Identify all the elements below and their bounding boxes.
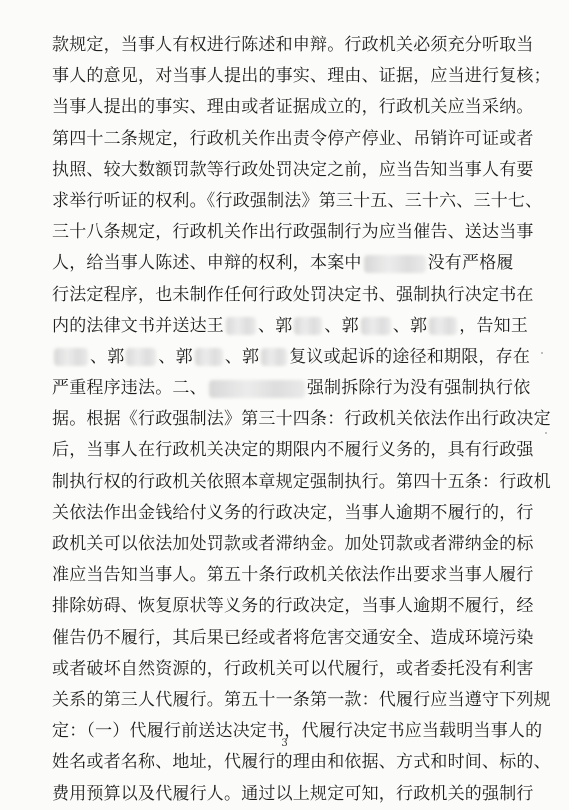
redacted-name [261,348,287,366]
text-line [52,623,532,654]
text-segment: 事人的意见，对当事人提出的事实、理由、证据，应当进行复核； [52,66,551,87]
text-segment: 定：（一）代履行前送达决定书，代履行决定书应当载明当事人的 [52,721,543,742]
text-line [52,591,532,622]
text-line [52,654,532,685]
redacted-name [126,348,156,366]
text-line [52,186,543,217]
text-segment: 人，给当事人陈述、申辩的权利，本案中 [52,253,362,274]
body-text [52,30,551,810]
text-segment: 强制拆除行为没有强制执行依 [306,378,531,399]
text-segment: 、郭 [392,315,428,336]
redacted-name [364,255,426,273]
text-segment: 姓名或者名称、地址，代履行的理由和依据、方式和时间、标的、 [52,752,551,773]
page-number: 3 [281,738,288,749]
text-line [52,61,551,92]
text-segment: ，告知王 [459,315,529,336]
text-segment: 、郭 [324,315,359,336]
scan-speck [541,352,543,354]
text-segment: 求举行听证的权利。《行政强制法》第三十五、三十六、三十七、 [52,190,543,211]
text-segment: 当事人提出的事实、理由或者证据成立的，行政机关应当采纳。 [52,97,534,118]
text-segment: 后，当事人在行政机关决定的期限内不履行义务的，具有行政强 [52,440,534,461]
text-segment: 严重程序违法。二、 [52,378,207,399]
redacted-name [226,317,256,335]
text-line [52,404,551,435]
redacted-name [429,317,457,335]
text-line [52,92,532,123]
text-line [52,435,532,466]
text-segment: 或者破坏自然资源的，行政机关可以代履行，或者委托没有利害 [52,658,534,679]
text-line [52,467,551,498]
text-segment: 制执行权的行政机关依照本章规定强制执行。第四十五条：行政机 [52,471,551,492]
text-segment: 、郭 [258,315,293,336]
text-segment: 第四十二条规定，行政机关作出责令停产停业、吊销许可证或者 [52,128,534,149]
text-line [52,280,532,311]
text-line [52,342,532,373]
text-line [52,311,532,342]
text-segment: 内的法律文书并送达王 [52,315,224,336]
redacted-name [361,317,391,335]
text-segment: 排除妨碍、恢复原状等义务的行政决定，当事人逾期不履行，经 [52,596,534,617]
text-line [52,217,532,248]
text-segment: 费用预算以及代履行人。通过以上规定可知，行政机关的强制行 [52,783,534,804]
text-segment: 没有严格履 [427,253,514,274]
text-segment: 催告仍不履行，其后果已经或者将危害交通安全、造成环境污染 [52,627,534,648]
redacted-name [54,348,88,366]
text-segment: 政机关可以依法加处罚款或者滞纳金。加处罚款或者滞纳金的标 [52,534,534,554]
text-segment: 款规定，当事人有权进行陈述和申辩。行政机关必须充分听取当 [52,35,534,55]
text-segment: 执照、较大数额罚款等行政处罚决定之前，应当告知当事人有要 [52,159,534,180]
text-line [52,248,532,279]
redacted-name [195,348,223,366]
text-segment: 三十八条规定，行政机关作出行政强制行为应当催告、送达当事 [52,222,534,243]
text-line [52,373,532,404]
text-line [52,529,532,560]
text-segment: 行法定程序，也未制作任何行政处罚决定书、强制执行决定书在 [52,284,534,305]
text-line [52,685,551,716]
text-line [52,124,532,155]
text-segment: 关系的第三人代履行。第五十一条第一款：代履行应当遵守下列规 [52,689,551,710]
text-line [52,498,532,529]
redacted-name [294,317,322,335]
text-line [52,747,551,778]
text-line [52,779,532,810]
text-segment: 准应当告知当事人。第五十条行政机关依法作出要求当事人履行 [52,565,534,586]
text-segment: 据。根据《行政强制法》第三十四条：行政机关依法作出行政决定 [52,409,551,430]
text-line [52,560,532,591]
text-segment: 复议或起诉的途径和期限，存在 [289,346,531,367]
text-segment: 、郭 [158,346,193,367]
redacted-name [209,380,305,398]
scan-speck [545,432,547,434]
text-line [52,155,532,186]
text-segment: 、郭 [224,346,260,367]
text-segment: 关依法作出金钱给付义务的行政决定，当事人逾期不履行的，行 [52,502,534,523]
text-line [52,30,532,61]
text-segment: 、郭 [90,346,125,367]
